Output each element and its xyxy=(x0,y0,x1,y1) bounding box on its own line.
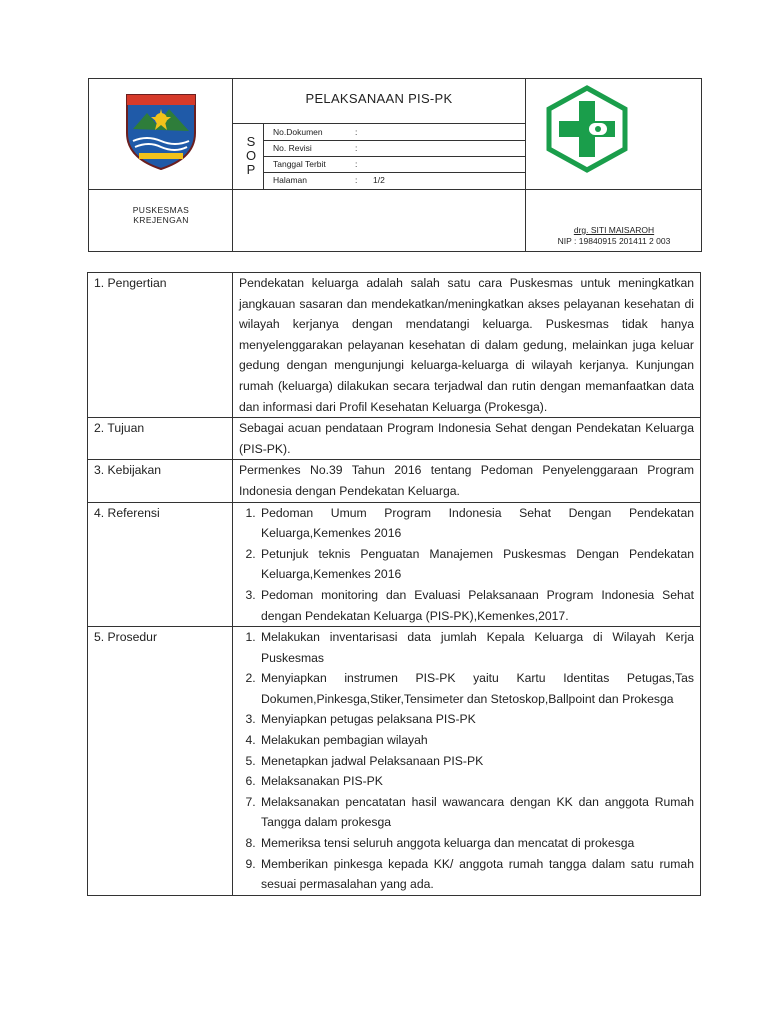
list-item: 2. Petunjuk teknis Penguatan Manajemen Puskesmas Dengan Pendekatan Keluarga,Kemenkes 2016 xyxy=(259,544,694,585)
document-title: PELAKSANAAN PIS-PK xyxy=(305,91,453,106)
list-item: 8. Memeriksa tensi seluruh anggota keluarga dan mencatat di prokesga xyxy=(259,833,694,854)
puskesmas-logo-icon xyxy=(545,85,629,173)
meta-row-page: Halaman : 1/2 xyxy=(273,175,385,185)
list-item: 1. Melakukan inventarisasi data jumlah Kepala Keluarga di Wilayah Kerja Puskesmas xyxy=(259,627,694,668)
list-item: 5. Menetapkan jadwal Pelaksanaan PIS-PK xyxy=(259,751,694,772)
row-key: 5. Prosedur xyxy=(88,627,233,896)
list-item: 6. Melaksanakan PIS-PK xyxy=(259,771,694,792)
signer-nip: NIP : 19840915 201411 2 003 xyxy=(557,236,671,246)
signer-block xyxy=(525,225,703,247)
row-key: 3. Kebijakan xyxy=(88,460,233,502)
regional-emblem-icon xyxy=(123,89,199,171)
table-row xyxy=(88,460,701,502)
row-list xyxy=(233,502,701,627)
table-row xyxy=(88,627,701,896)
row-key: 4. Referensi xyxy=(88,502,233,627)
list-item: 4. Melakukan pembagian wilayah xyxy=(259,730,694,751)
table-row xyxy=(88,273,701,418)
organization-name: PUSKESMAS KREJENGAN xyxy=(132,205,190,225)
list-item: 1. Pedoman Umum Program Indonesia Sehat Dengan Pendekatan Keluarga,Kemenkes 2016 xyxy=(259,503,694,544)
row-text: Sebagai acuan pendataan Program Indonesia Sehat dengan Pendekatan Keluarga (PIS-PK). xyxy=(233,418,701,460)
table-row xyxy=(88,418,701,460)
sop-header xyxy=(88,78,702,252)
row-key: 1. Pengertian xyxy=(88,273,233,418)
table-row xyxy=(88,502,701,627)
list-item: 3. Menyiapkan petugas pelaksana PIS-PK xyxy=(259,709,694,730)
meta-row-document-number: No.Dokumen : xyxy=(273,127,358,137)
list-item: 9. Memberikan pinkesga kepada KK/ anggota rumah tangga dalam satu rumah sesuai permasalahan yang ada. xyxy=(259,854,694,895)
sop-letter: S xyxy=(246,134,256,149)
list-item: 7. Melaksanakan pencatatan hasil wawancara dengan KK dan anggota Rumah Tangga dalam prokesga xyxy=(259,792,694,833)
sop-content-table xyxy=(87,272,701,896)
row-list xyxy=(233,627,701,896)
row-key: 2. Tujuan xyxy=(88,418,233,460)
signer-name: drg. SITI MAISAROH xyxy=(573,225,655,235)
list-item: 3. Pedoman monitoring dan Evaluasi Pelaksanaan Program Indonesia Sehat dengan Pendekatan Keluarga (PIS-PK),Kemenkes,2017. xyxy=(259,585,694,626)
divider xyxy=(89,189,701,190)
row-text: Pendekatan keluarga adalah salah satu cara Puskesmas untuk meningkatkan jangkauan sasaran dan mendekatkan/meningkatkan akses pelayanan kesehatan di wilayah kerjanya dengan mendatangi keluarga. Puskesmas tidak hanya menyelenggarakan pelayanan kesehatan di dalam gedung, melainkan juga keluar gedung dengan mengunjungi keluarga-keluarga di wilayah kerjanya. Kunjungan rumah (keluarga) dilakukan secara terjadwal dan rutin dengan memanfaatkan data dan informasi dari Profil Kesehatan Keluarga (Prokesga). xyxy=(233,273,701,418)
meta-row-revision: No. Revisi : xyxy=(273,143,358,153)
row-text: Permenkes No.39 Tahun 2016 tentang Pedoman Penyelenggaraan Program Indonesia dengan Pendekatan Keluarga. xyxy=(233,460,701,502)
sop-letter: O xyxy=(245,148,257,163)
sop-letter: P xyxy=(246,162,256,177)
sop-label xyxy=(241,135,261,177)
list-item: 2. Menyiapkan instrumen PIS-PK yaitu Kartu Identitas Petugas,Tas Dokumen,Pinkesga,Stiker,Tensimeter dan Stetoskop,Ballpoint dan Prokesga xyxy=(259,668,694,709)
meta-row-issue-date: Tanggal Terbit : xyxy=(273,159,358,169)
